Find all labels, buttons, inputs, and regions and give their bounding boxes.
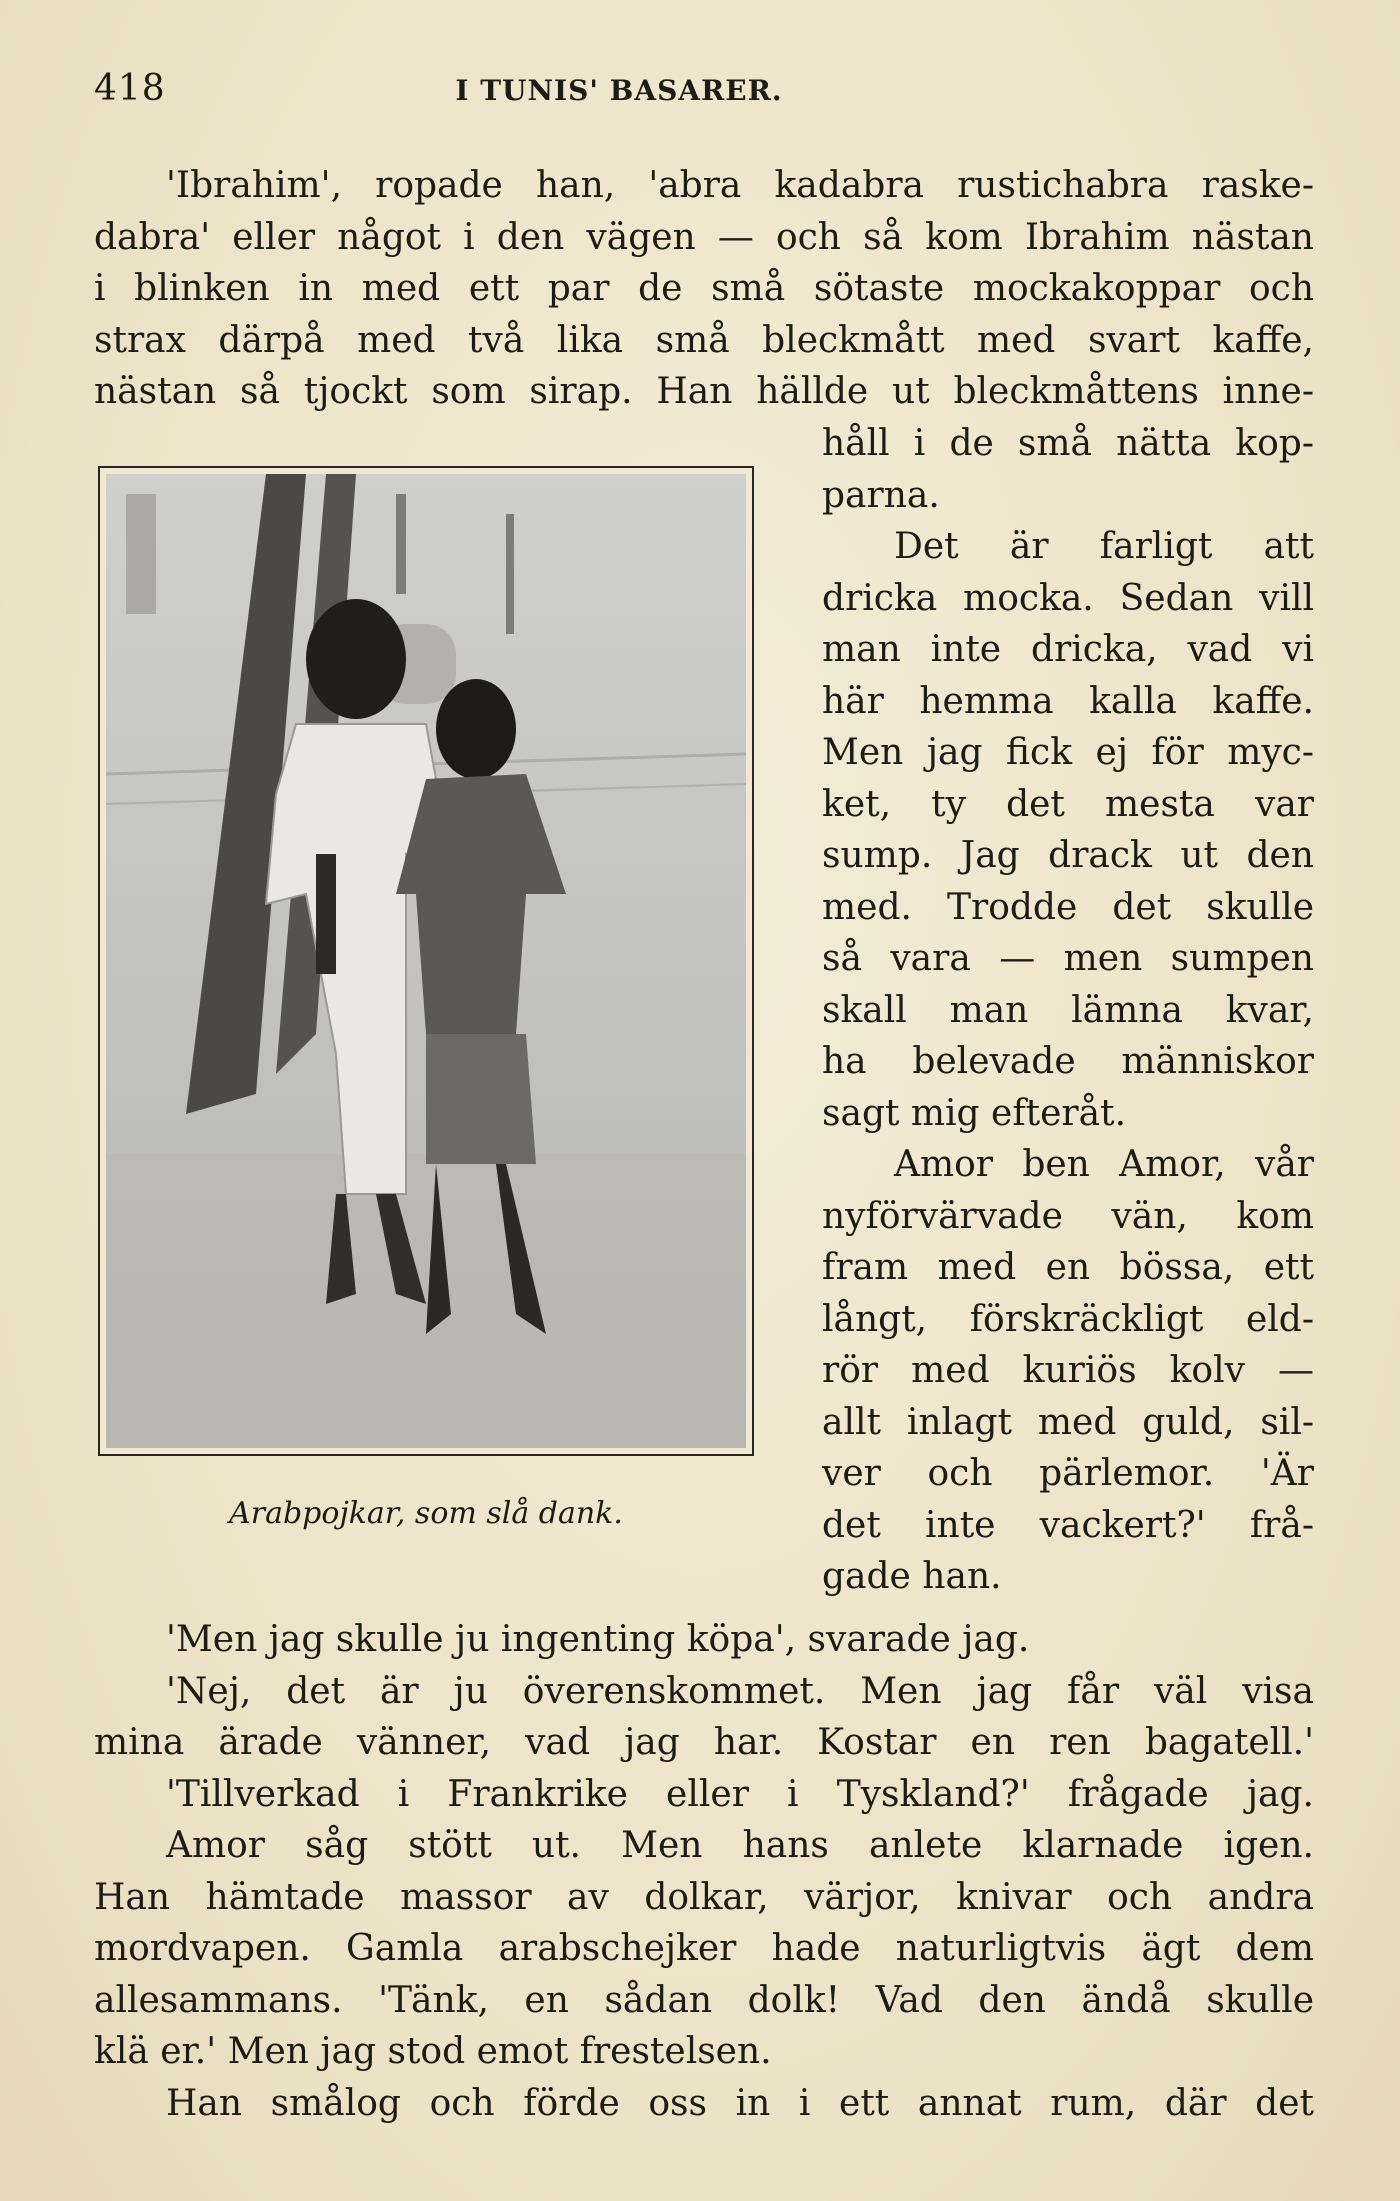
text-line: man inte dricka, vad vi [822,629,1314,670]
text-line: gade han. [822,1556,1002,1597]
text-line: parna. [822,474,940,516]
text-line: med. Trodde det skulle [822,886,1314,928]
text-line: här hemma kalla kaffe. [822,680,1314,722]
text-line: skall man lämna kvar, [822,989,1314,1031]
text-line: dricka mocka. Sedan vill [822,577,1314,619]
text-line: Amor såg stött ut. Men hans anlete klarnade igen. [166,1825,1314,1866]
text-line: ver och pärlemor. 'Är [822,1453,1314,1494]
text-line: nyförvärvade vän, kom [822,1195,1314,1237]
text-line: allesammans. 'Tänk, en sådan dolk! Vad den ändå skulle [94,1979,1314,2021]
text-line: 'Ibrahim', ropade han, 'abra kadabra rustichabra raske- [166,165,1314,206]
figure-caption: Arabpojkar, som slå dank. [229,1496,623,1531]
text-line: sagt mig efteråt. [822,1092,1127,1134]
photograph-two-boys [106,474,746,1448]
text-line: allt inlagt med guld, sil- [822,1401,1314,1443]
text-line: 'Men jag skulle ju ingenting köpa', svarade jag. [166,1619,1030,1660]
text-line: i blinken in med ett par de små sötaste mockakoppar och [94,268,1314,309]
top-paragraph [94,160,1314,418]
text-line: ket, ty det mesta var [822,783,1314,825]
text-line: mordvapen. Gamla arabschejker hade naturligtvis ägt dem [94,1928,1314,1969]
text-line: Han smålog och förde oss in i ett annat rum, där det [166,2082,1314,2124]
page-number: 418 [94,68,166,109]
running-head: I TUNIS' BASARER. [455,74,783,107]
text-line: mina ärade vänner, vad jag har. Kostar en ren bagatell.' [94,1722,1314,1763]
text-line: dabra' eller något i den vägen — och så kom Ibrahim nästan [94,216,1314,258]
text-line: Amor ben Amor, vår [894,1144,1314,1185]
text-line: det inte vackert?' frå- [822,1504,1314,1546]
text-line: fram med en bössa, ett [822,1247,1314,1288]
text-line: så vara — men sumpen [822,938,1314,979]
side-column [822,418,1314,1603]
text-line: långt, förskräckligt eld- [822,1298,1314,1340]
text-line: klä er.' Men jag stod emot frestelsen. [94,2031,772,2072]
text-line: håll i de små nätta kop- [822,423,1314,464]
photo-frame [98,466,754,1456]
text-line: rör med kuriös kolv — [822,1350,1314,1391]
page-header [94,68,1314,118]
text-line: Men jag fick ej för myc- [822,732,1314,773]
text-line: sump. Jag drack ut den [822,835,1314,876]
text-line: 'Nej, det är ju överenskommet. Men jag får väl visa [166,1670,1314,1712]
text-line: ha belevade människor [822,1041,1314,1082]
text-line: 'Tillverkad i Frankrike eller i Tyskland?' frågade jag. [166,1773,1314,1815]
text-line: Han hämtade massor av dolkar, värjor, knivar och andra [94,1876,1314,1918]
text-line: nästan så tjockt som sirap. Han hällde ut bleckmåttens inne- [94,371,1314,412]
text-line: strax därpå med två lika små bleckmått med svart kaffe, [94,319,1314,361]
text-line: Det är farligt att [894,526,1314,567]
bottom-paragraphs [94,1614,1314,2129]
